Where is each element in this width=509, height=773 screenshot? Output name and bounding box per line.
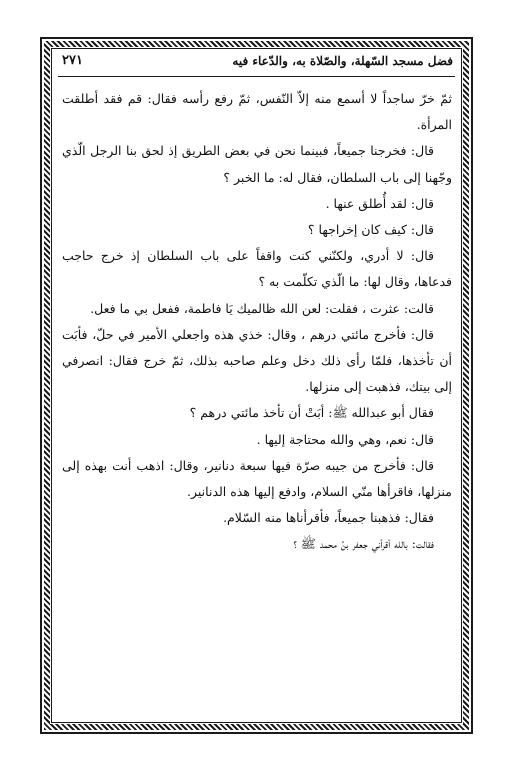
paragraph: قال: لقد أُطلق عنها . [325,195,434,211]
page-number: ٢٧١ [62,53,83,68]
paragraph: قال: كيف كان إخراجها ؟ [307,222,434,238]
paragraph: فقال أبو عبدالله ﷺ: أبَتْ أن تأخذ مائتي درهم ؟ [189,405,434,421]
paragraph: فقالت: بالله أقرأني جعفر بنُ محمد ﷺ ؟ [293,536,434,552]
paragraph: قالت: عثرت ، فقلت: لعن الله ظالميك يَا فاطمة، ففعل بي ما فعل. [90,300,434,316]
paragraph: قال: فأخرج مائتي درهم ، وقال: خذي هذه واجعلي الأمير في حلّ، فأبَت أن تأخذها، فلمّا رأى ذلك دخل وعلم صاحبه بذلك، ثمّ خرج فقال: انصرفي إلى بيتك، فذهبت إلى منزلها. [62,326,452,395]
paragraph: قال: لا أدري، ولكنّني كنت واقفاً على باب السلطان إذ خرج حاجب فدعاها، وقال لها: ما الّذي تكلّمت به ؟ [62,248,452,290]
paragraph: فقال: فذهبنا جميعاً، فأقرأناها منه السّلام. [223,510,434,526]
running-header-title: فضل مسجد السّهلة، والصّلاة به، والدّعاء فيه [232,54,453,68]
header-rule [58,76,455,77]
paragraph: ثمّ خرّ ساجداً لا أسمع منه إلاّ النّفس، ثمّ رفع رأسه فقال: قم فقد أطلقت المرأة. [62,91,452,133]
paragraph: قال: فأخرج من جيبه صرّة فيها سبعة دنانير، وقال: اذهب أنت بهذه إلى منزلها، فاقرأها منّي السلام، وادفع إليها هذه الدنانير. [62,457,452,500]
paragraph: قال: فخرجنا جميعاً، فبينما نحن في بعض الطريق إذ لحق بنا الرجل الّذي وجّهنا إلى باب السلطان، فقال له: ما الخبر ؟ [62,143,452,185]
page-body [62,86,452,558]
running-header [58,52,455,76]
paragraph: قال: نعم، وهي والله محتاجة إليها . [256,431,434,447]
